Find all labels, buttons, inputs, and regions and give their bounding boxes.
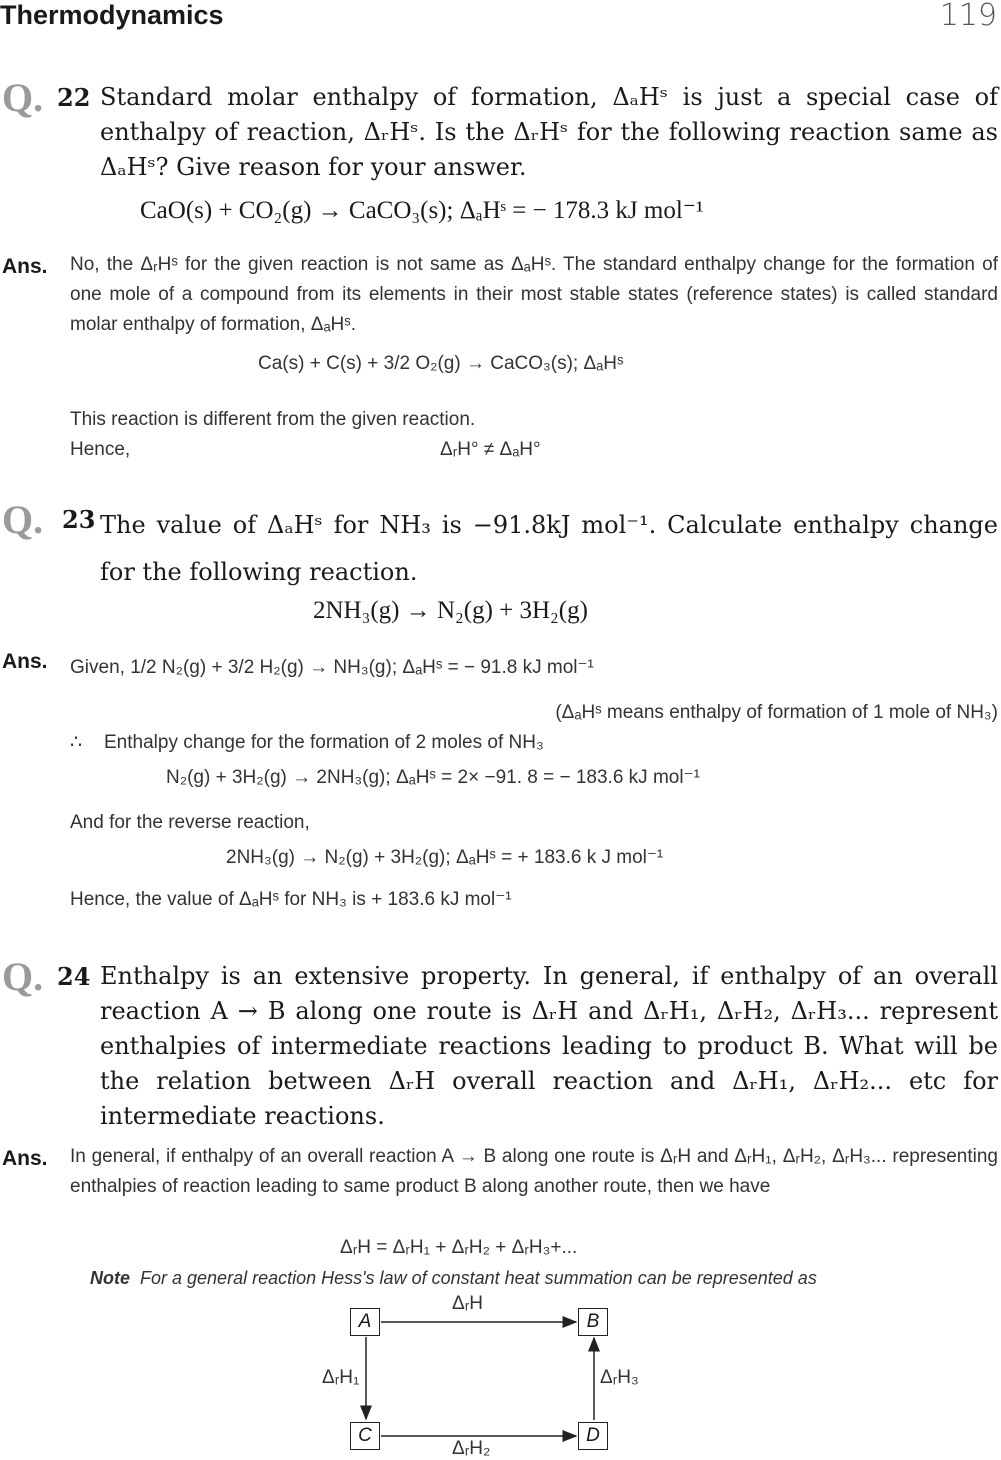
edge-label-c-d: ΔᵣH₂ bbox=[452, 1438, 491, 1459]
question-number: 23 bbox=[62, 505, 96, 534]
question-equation: 2NH₃(g) → N₂(g) + 3H₂(g) bbox=[313, 597, 588, 624]
question-text: Enthalpy is an extensive property. In general, if enthalpy of an overall reaction A → B along one route is ΔᵣH and ΔᵣH₁, ΔᵣH₂, ΔᵣH₃... represent enthalpies of intermediate reactions leading to product B. What will be the relation between ΔᵣH overall reaction and ΔᵣH₁, ΔᵣH₂... etc for intermediate reactions. bbox=[100, 962, 998, 1130]
question-marker-icon: Q. bbox=[2, 954, 44, 999]
answer-label: Ans. bbox=[2, 255, 48, 278]
question-equation: CaO(s) + CO₂(g) → CaCO₃(s); ΔₐHˢ = − 178.3 kJ mol⁻¹ bbox=[140, 197, 704, 224]
answer-equation: Ca(s) + C(s) + 3/2 O₂(g) → CaCO₃(s); ΔₐHˢ bbox=[258, 353, 624, 374]
answer-label: Ans. bbox=[2, 1147, 48, 1170]
answer-line: And for the reverse reaction, bbox=[70, 812, 310, 833]
edge-label-a-c: ΔᵣH₁ bbox=[322, 1367, 360, 1388]
answer-text: No, the ΔᵣHˢ for the given reaction is not same as ΔₐHˢ. The standard enthalpy change for the formation of one mole of a compound from its elements in their most stable states (reference states) is called standard molar enthalpy of formation, ΔₐHˢ. bbox=[70, 254, 998, 335]
answer-given: Given, 1/2 N₂(g) + 3/2 H₂(g) → NH₃(g); ΔₐHˢ = − 91.8 kJ mol⁻¹ bbox=[70, 657, 594, 678]
answer-given-note: (ΔₐHˢ means enthalpy of formation of 1 mole of NH₃) bbox=[555, 702, 998, 723]
answer-text: In general, if enthalpy of an overall reaction A → B along one route is ΔᵣH and ΔᵣH₁, ΔᵣH₂, ΔᵣH₃... representing enthalpies of reaction leading to same product B along another route, then we have bbox=[70, 1146, 998, 1197]
node-d: D bbox=[578, 1422, 608, 1450]
answer-label: Ans. bbox=[2, 650, 48, 673]
page-number: 119 bbox=[939, 0, 997, 33]
edge-label-a-b: ΔᵣH bbox=[452, 1293, 483, 1314]
answer-conclusion: Hence, the value of ΔₐHˢ for NH₃ is + 183.6 kJ mol⁻¹ bbox=[70, 889, 512, 910]
question-marker-icon: Q. bbox=[2, 497, 44, 542]
question-number: 24 bbox=[57, 962, 91, 991]
answer-line: Enthalpy change for the formation of 2 moles of NH₃ bbox=[104, 732, 544, 753]
answer-line: This reaction is different from the given reaction. bbox=[70, 409, 476, 430]
chapter-title: Thermodynamics bbox=[0, 0, 224, 30]
answer-equation: 2NH₃(g) → N₂(g) + 3H₂(g); ΔₐHˢ = + 183.6 k J mol⁻¹ bbox=[226, 847, 664, 868]
question-number: 22 bbox=[57, 83, 91, 112]
node-c: C bbox=[350, 1422, 380, 1450]
answer-equation: N₂(g) + 3H₂(g) → 2NH₃(g); ΔₐHˢ = 2× −91. 8 = − 183.6 kJ mol⁻¹ bbox=[166, 767, 700, 788]
therefore-symbol: ∴ bbox=[70, 732, 83, 753]
answer-hence-equation: ΔᵣH° ≠ ΔₐH° bbox=[440, 439, 541, 460]
note-text: For a general reaction Hess's law of constant heat summation can be represented as bbox=[140, 1268, 817, 1288]
question-text: The value of ΔₐHˢ for NH₃ is −91.8kJ mol⁻¹. Calculate enthalpy change for the following reaction. bbox=[100, 511, 998, 586]
note-label: Note bbox=[90, 1268, 130, 1288]
question-marker-icon: Q. bbox=[2, 75, 44, 120]
node-b: B bbox=[578, 1308, 608, 1336]
question-text: Standard molar enthalpy of formation, ΔₐHˢ is just a special case of enthalpy of reaction, ΔᵣHˢ. Is the ΔᵣHˢ for the following reaction same as ΔₐHˢ? Give reason for your answer. bbox=[100, 83, 998, 181]
edge-label-d-b: ΔᵣH₃ bbox=[600, 1367, 639, 1388]
answer-equation: ΔᵣH = ΔᵣH₁ + ΔᵣH₂ + ΔᵣH₃+... bbox=[340, 1237, 578, 1258]
answer-hence: Hence, bbox=[70, 439, 131, 460]
node-a: A bbox=[350, 1308, 380, 1336]
